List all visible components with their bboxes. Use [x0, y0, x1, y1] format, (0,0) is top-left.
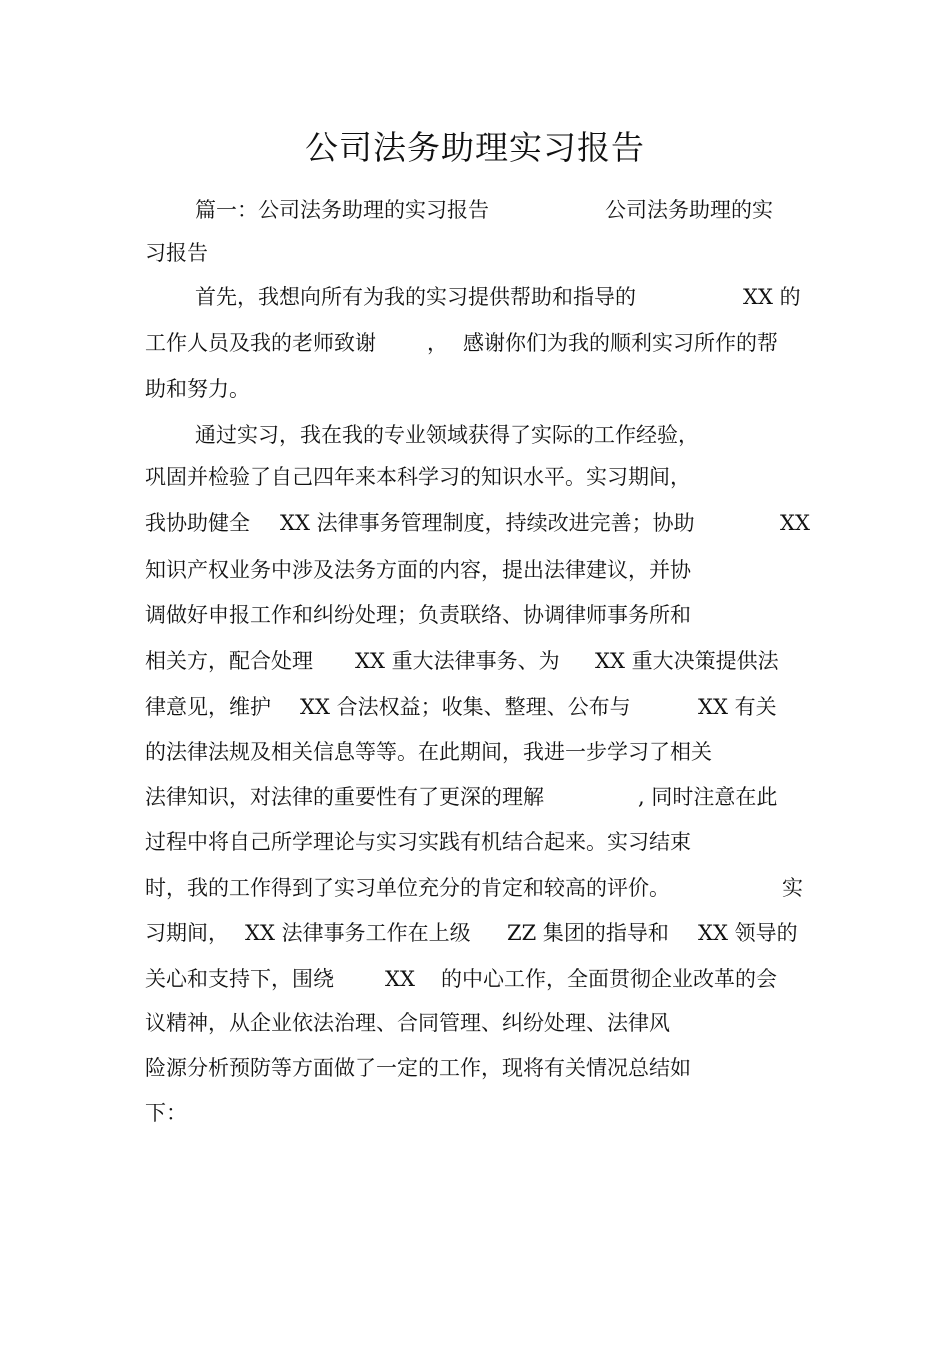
text-segment: 篇一：公司法务助理的实习报告	[195, 198, 489, 222]
text-segment: 时，我的工作得到了实习单位充分的肯定和较高的评价。	[145, 876, 670, 900]
text-segment: XX	[780, 511, 810, 535]
text-segment: 知识产权业务中涉及法务方面的内容，提出法律建议，并协	[145, 558, 691, 582]
text-segment: 感谢你们为我的顺利实习所作的帮	[463, 331, 778, 355]
text-segment: 法律知识，对法律的重要性有了更深的理解	[145, 785, 544, 809]
text-segment: XX	[385, 967, 415, 991]
document-title: 公司法务助理实习报告	[305, 128, 645, 167]
text-segment: 通过实习，我在我的专业领域获得了实际的工作经验，	[195, 423, 699, 447]
text-segment: XX 合法权益；收集、整理、公布与	[300, 695, 631, 719]
text-segment: XX 法律事务管理制度，持续改进完善；协助	[280, 511, 695, 535]
text-segment: 巩固并检验了自己四年来本科学习的知识水平。实习期间，	[145, 465, 691, 489]
text-segment: XX 的	[743, 285, 801, 309]
text-segment: 习期间，	[145, 921, 229, 945]
text-segment: 习报告	[145, 241, 208, 265]
text-segment: XX 重大决策提供法	[595, 649, 779, 673]
text-segment: 我协助健全	[145, 511, 250, 535]
text-segment: XX 法律事务工作在上级	[245, 921, 471, 945]
text-segment: ，	[427, 331, 448, 355]
text-segment: 助和努力。	[145, 377, 250, 401]
text-segment: XX 有关	[698, 695, 777, 719]
text-segment: 议精神，从企业依法治理、合同管理、纠纷处理、法律风	[145, 1011, 670, 1035]
text-segment: 的法律法规及相关信息等等。在此期间，我进一步学习了相关	[145, 740, 712, 764]
text-segment: 下：	[145, 1101, 187, 1125]
text-segment: 公司法务助理的实	[605, 198, 773, 222]
text-segment: 相关方，配合处理	[145, 649, 313, 673]
text-segment: 实	[782, 876, 803, 900]
text-segment: 律意见，维护	[145, 695, 271, 719]
text-segment: 工作人员及我的老师致谢	[145, 331, 376, 355]
text-segment: 首先，我想向所有为我的实习提供帮助和指导的	[195, 285, 636, 309]
text-segment: 的中心工作，全面贯彻企业改革的会	[441, 967, 777, 991]
text-segment: 险源分析预防等方面做了一定的工作，现将有关情况总结如	[145, 1056, 691, 1080]
text-segment: 过程中将自己所学理论与实习实践有机结合起来。实习结束	[145, 830, 691, 854]
text-segment: XX 领导的	[698, 921, 798, 945]
text-segment: XX 重大法律事务、为	[355, 649, 560, 673]
text-segment: 关心和支持下，围绕	[145, 967, 334, 991]
text-segment: 调做好申报工作和纠纷处理；负责联络、协调律师事务所和	[145, 603, 691, 627]
text-segment: , 同时注意在此	[638, 785, 778, 809]
text-segment: ZZ 集团的指导和	[507, 921, 669, 945]
